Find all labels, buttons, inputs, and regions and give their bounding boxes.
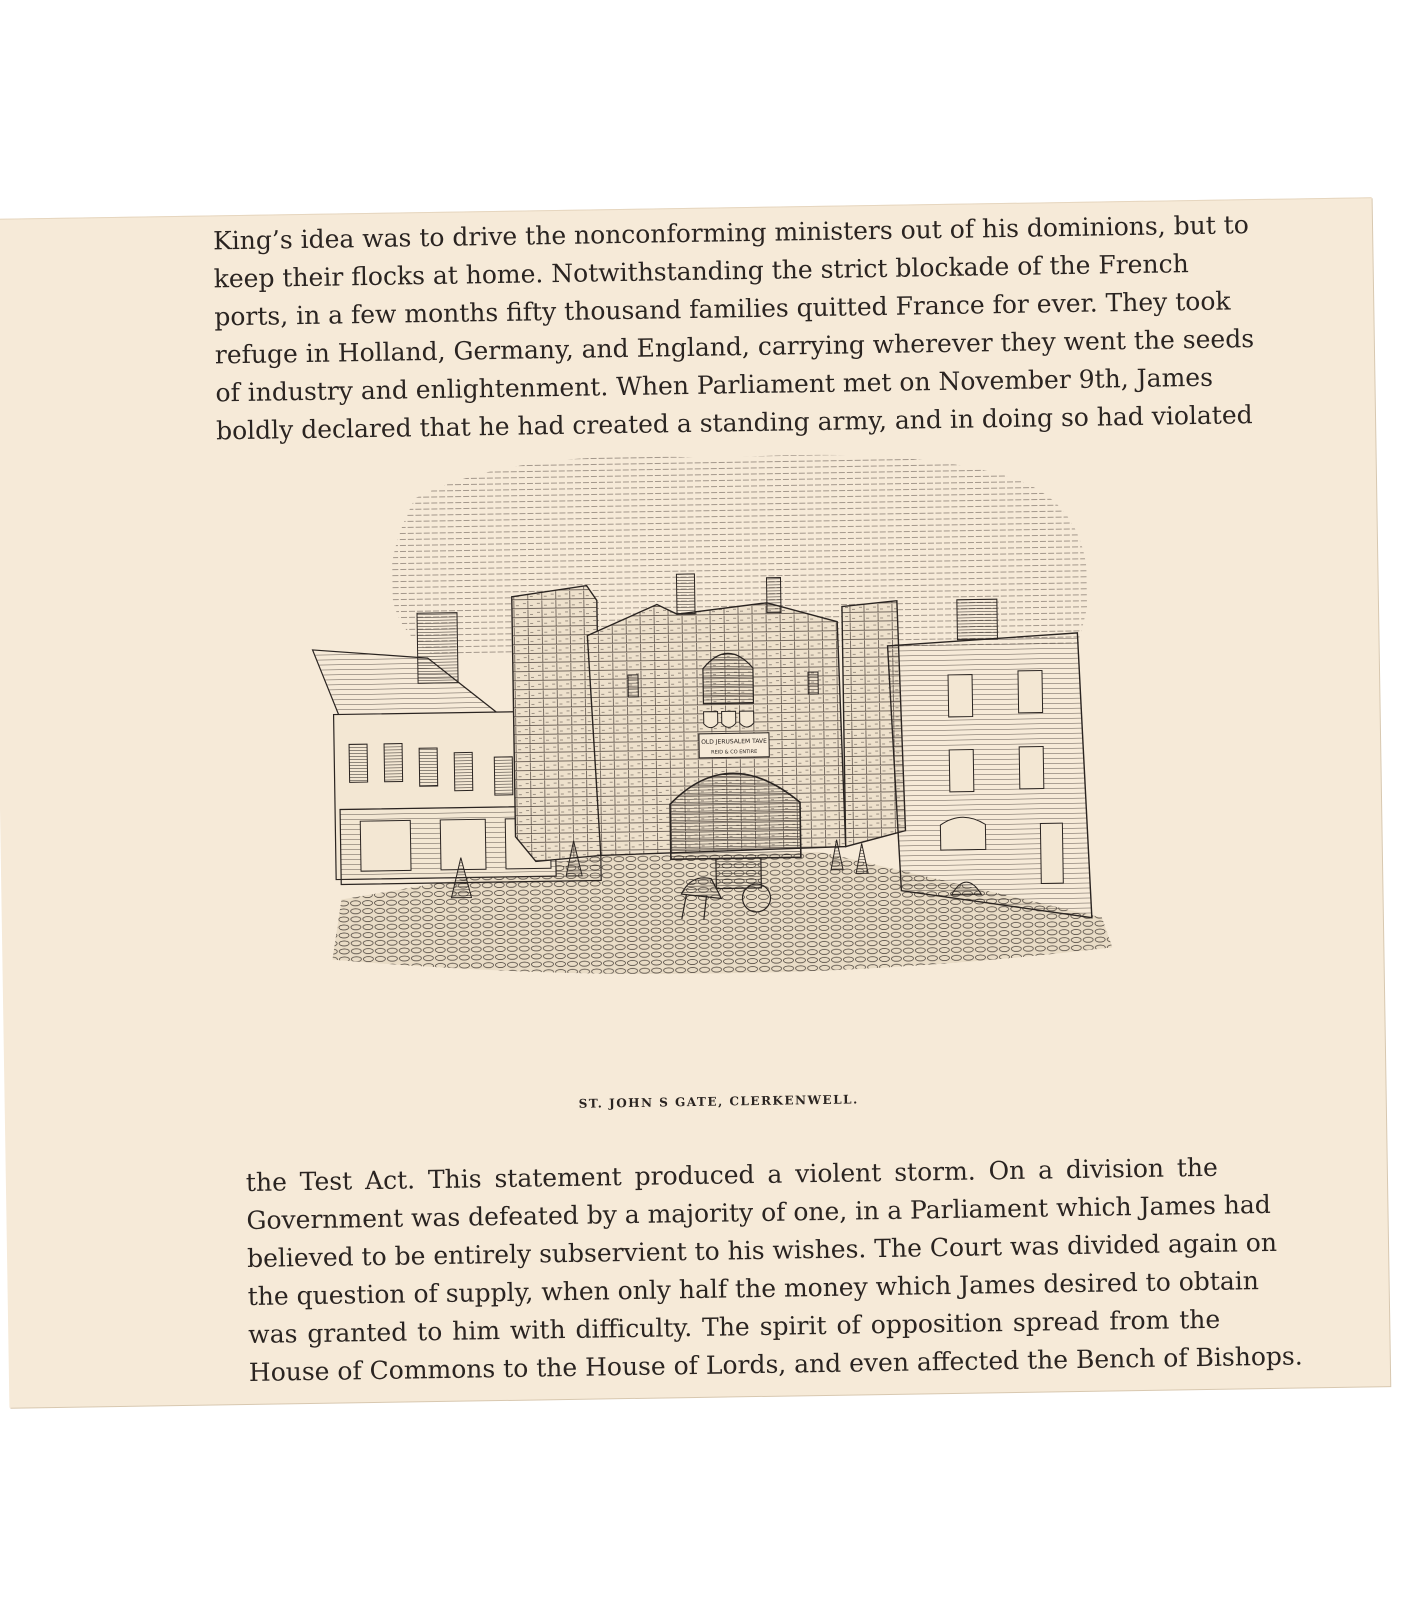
paragraph-bottom: [245, 1149, 1303, 1392]
right-house-chimney: [957, 599, 998, 640]
text-line: keep their flocks at home. Notwithstanding the strict blockade of the French: [213, 249, 1189, 294]
text-line: the Test Act. This statement produced a violent storm. On a division the: [245, 1152, 1219, 1198]
text-line: refuge in Holland, Germany, and England, carrying wherever they went the seeds: [214, 324, 1255, 370]
engraving-st-johns-gate: [295, 447, 1131, 980]
tavern-sign-text: REID & CO ENTIRE: [711, 748, 758, 756]
book-page: [0, 197, 1390, 1408]
left-house-chimney: [417, 613, 458, 684]
text-line: believed to be entirely subservient to his wishes. The Court was divided again on: [246, 1227, 1278, 1274]
text-line: Government was defeated by a majority of one, in a Parliament which James had: [246, 1189, 1272, 1236]
text-line: King’s idea was to drive the nonconforming ministers out of his dominions, but to: [212, 210, 1250, 256]
gate-side-window: [808, 672, 818, 694]
text-line: of industry and enlightenment. When Parliament met on November 9th, James: [215, 362, 1214, 408]
gate-chimney: [766, 578, 781, 613]
text-line: House of Commons to the House of Lords, and even affected the Bench of Bishops.: [248, 1341, 1303, 1388]
text-line: ports, in a few months fifty thousand families quitted France for ever. They took: [214, 286, 1231, 332]
text-line: the question of supply, when only half the money which James desired to obtain: [247, 1266, 1260, 1312]
gate-chimney: [676, 574, 695, 614]
left-tower: [512, 585, 601, 861]
text-line: boldly declared that he had created a standing army, and in doing so had violated: [215, 400, 1253, 446]
heraldic-shields: [704, 711, 754, 728]
gothic-window: [703, 653, 754, 704]
paragraph-top: [212, 207, 1255, 450]
text-line: was granted to him with difficulty. The spirit of opposition spread from the: [248, 1304, 1221, 1350]
illustration-caption: ST. JOHN S GATE, CLERKENWELL.: [578, 1092, 859, 1111]
tavern-sign-text: OLD JERUSALEM TAVE: [701, 737, 767, 746]
gate-side-window: [628, 675, 638, 697]
